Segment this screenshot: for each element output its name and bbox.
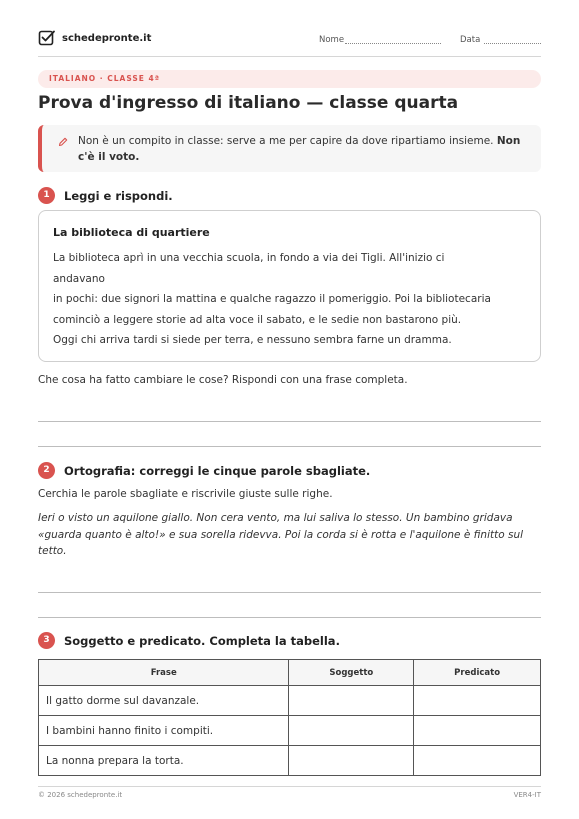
reading-line: Oggi chi arriva tardi si siede per terra, e nessuno sembra farne un dramma. [53,334,452,346]
reading-line: cominciò a leggere storie ad alta voce il sabato, e le sedie non bastarono più. [53,314,462,326]
teacher-note [38,125,541,172]
pencil-icon [58,137,68,147]
predicate-cell[interactable] [414,686,541,716]
predicate-cell[interactable] [414,746,541,776]
reading-title: La biblioteca di quartiere [53,226,210,239]
answer-line[interactable] [38,592,541,593]
date-label: Data [460,35,481,45]
section-2-instruction: Cerchia le parole sbagliate e riscrivile giuste sulle righe. [38,488,333,500]
section-1-question: Che cosa ha fatto cambiare le cose? Rispondi con una frase completa. [38,374,408,386]
reading-line: andavano [53,273,105,285]
table-row [39,746,541,776]
predicate-cell[interactable] [414,716,541,746]
checkbox-logo-icon [38,29,56,47]
sentence-cell: Il gatto dorme sul davanzale. [39,686,289,716]
section-2-badge: 2 [38,462,55,479]
footer-version: VER4-IT [513,791,541,799]
column-header-predicato: Predicato [414,660,541,686]
subject-band [38,70,541,88]
note-body: Non è un compito in classe: serve a me per capire da dove ripartiamo insieme. [78,135,494,147]
subject-cell[interactable] [289,746,414,776]
answer-line[interactable] [38,617,541,618]
date-field[interactable] [484,43,541,44]
table-row [39,716,541,746]
note-bold: Non c'è il voto. [78,135,521,163]
sentence-cell: La nonna prepara la torta. [39,746,289,776]
answer-line[interactable] [38,421,541,422]
spelling-text: Ieri o visto un aquilone giallo. Non cera vento, ma lui saliva lo stesso. Un bambino gridava «guarda quanto è alto!» e sua sorella ridevva. Poi la corda si è rotta e l'aquilone è finitto sul tetto. [38,512,524,557]
section-2-title: Ortografia: correggi le cinque parole sbagliate. [64,464,371,478]
brand-name: schedepronte.it [62,33,152,44]
reading-line: in pochi: due signori la mattina e qualche ragazzo il pomeriggio. Poi la bibliotecaria [53,293,491,305]
section-1-title: Leggi e rispondi. [64,189,173,203]
footer-copyright: © 2026 schedepronte.it [38,791,123,799]
table-row [39,686,541,716]
subject-cell[interactable] [289,686,414,716]
section-3-title: Soggetto e predicato. Completa la tabella. [64,634,340,648]
page-header [38,29,541,57]
subject-predicate-table [38,659,541,776]
subject-cell[interactable] [289,716,414,746]
name-label: Nome [319,35,345,45]
page-title: Prova d'ingresso di italiano — classe quarta [38,93,459,113]
note-text [78,134,538,165]
reading-box [38,210,541,362]
answer-line[interactable] [38,446,541,447]
footer-divider [38,786,541,787]
table-header-row [39,660,541,686]
column-header-soggetto: Soggetto [289,660,414,686]
name-field[interactable] [345,43,441,44]
section-3-badge: 3 [38,632,55,649]
column-header-frase: Frase [39,660,289,686]
section-1-badge: 1 [38,187,55,204]
reading-line: La biblioteca aprì in una vecchia scuola, in fondo a via dei Tigli. All'inizio ci [53,252,445,264]
sentence-cell: I bambini hanno finito i compiti. [39,716,289,746]
subject-label: ITALIANO · CLASSE 4ª [49,74,160,83]
